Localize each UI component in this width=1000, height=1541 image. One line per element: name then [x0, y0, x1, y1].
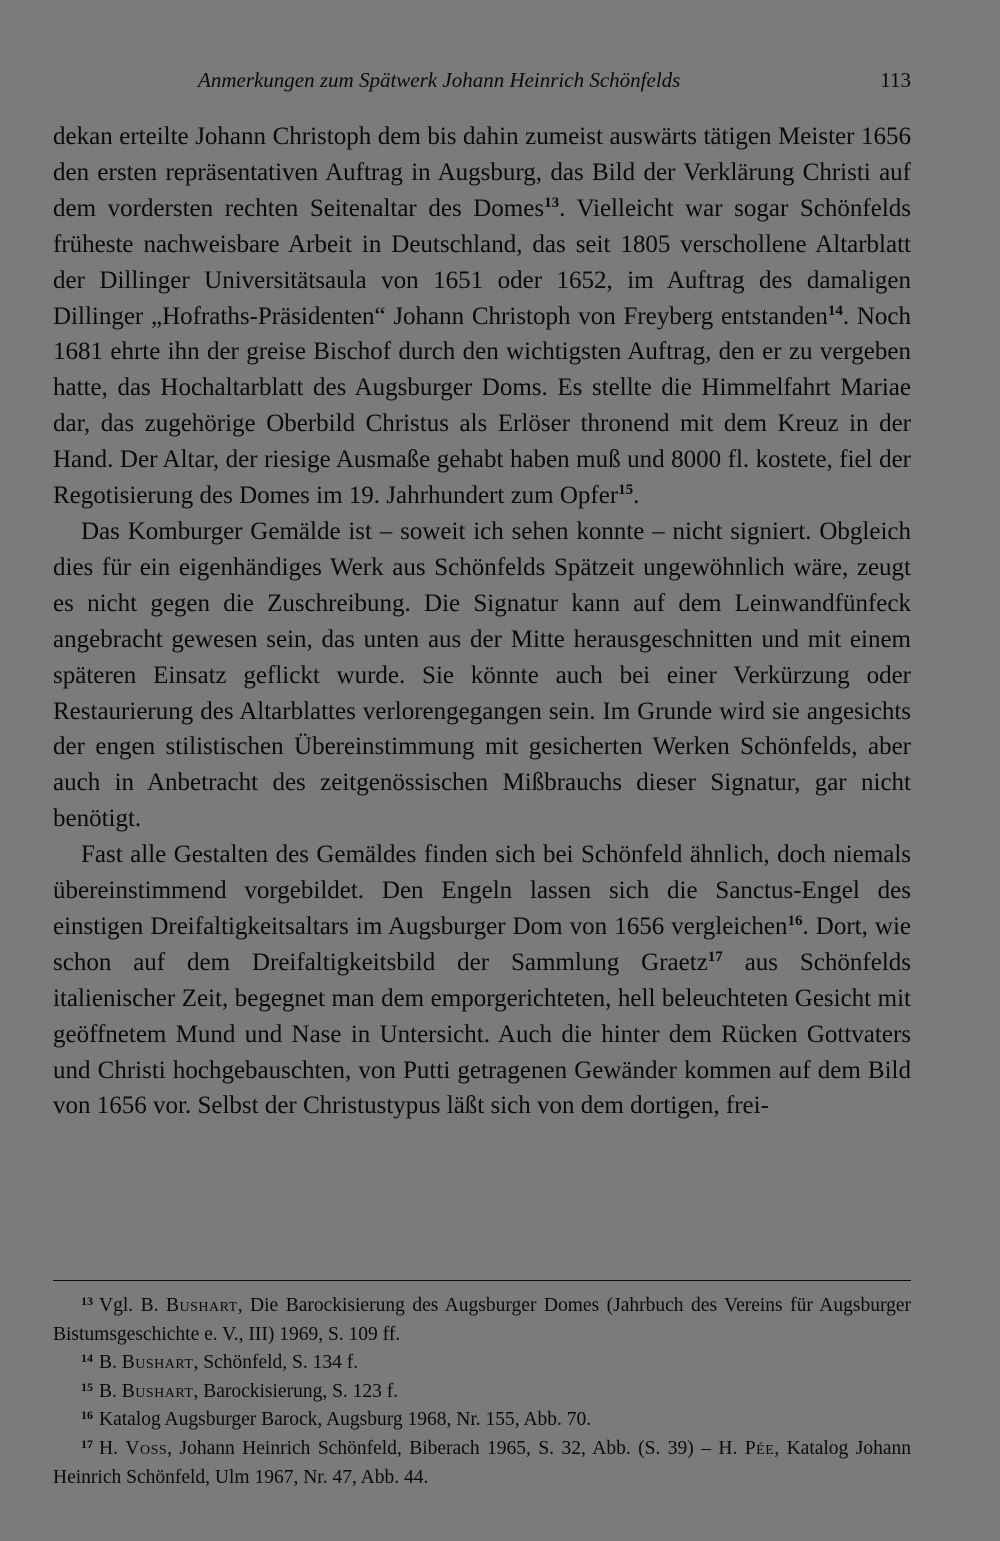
- footnote-17: [53, 1435, 911, 1492]
- paragraph-1-text-4: .: [633, 482, 640, 510]
- footnote-number: 13: [81, 1294, 93, 1308]
- footnote-author: Bushart: [121, 1352, 194, 1374]
- footnote-13: [53, 1292, 911, 1349]
- footnote-rule: [53, 1280, 911, 1281]
- footnote-number: 15: [81, 1379, 93, 1394]
- paragraph-3-text-1: Fast alle Gestalten des Gemäldes finden sich bei Schönfeld ähnlich, doch niemals übereinstimmend vorgebildet. Den Engeln lassen sich die Sanctus-Engel des einstigen Dreifaltigkeitsaltars im Augsburger Dom von 1656 vergleichen: [53, 841, 911, 940]
- running-title: Anmerkungen zum Spätwerk Johann Heinrich Schönfelds: [198, 68, 681, 92]
- paragraph-3-text-3: aus Schönfelds italienischer Zeit, begegnet man dem emporgerichteten, hell beleuchteten Gesicht mit geöffnetem Mund und Nase in Untersicht. Auch die hinter dem Rücken Gottvaters und Christi hochgebauschten, von Putti getragenen Gewänder kommen auf dem Bild von 1656 vor. Selbst der Christustypus läßt sich von dem dortigen, frei-: [53, 948, 911, 1120]
- footnote-15: [53, 1378, 911, 1407]
- footnote-ref-17: 17: [707, 948, 723, 965]
- footnote-author: Bushart: [121, 1380, 194, 1402]
- footnote-text: , Katalog Johann Heinrich Schönfeld, Ulm 1967, Nr. 47, Abb. 44.: [53, 1437, 911, 1488]
- footnote-text: , Barockisierung, S. 123 f.: [193, 1380, 399, 1402]
- page-number: 113: [880, 68, 911, 92]
- running-head: [53, 68, 911, 102]
- footnote-author: Pée: [744, 1437, 775, 1459]
- footnote-ref-16: 16: [787, 912, 803, 929]
- footnote-text: B.: [99, 1352, 122, 1374]
- footnote-author: Bushart: [166, 1295, 238, 1316]
- body-text: [53, 119, 911, 1124]
- footnote-text: H.: [99, 1437, 126, 1459]
- footnote-14: [53, 1349, 911, 1378]
- footnote-text: , Johann Heinrich Schönfeld, Biberach 1965, S. 32, Abb. (S. 39) – H.: [167, 1437, 745, 1459]
- paragraph-1-text-2: . Vielleicht war sogar Schönfelds früheste nachweisbare Arbeit in Deutschland, das seit 1805 verschollene Altarblatt der Dillinger Universitätsaula von 1651 oder 1652, im Auftrag des damaligen Dillinger „Hofraths-Präsidenten“ Johann Christoph von Freyberg entstanden: [53, 194, 911, 330]
- footnotes: [53, 1292, 911, 1492]
- footnote-number: 16: [81, 1408, 93, 1423]
- footnote-ref-13: 13: [544, 194, 560, 211]
- footnote-text: B.: [99, 1380, 122, 1402]
- footnote-text: , Schönfeld, S. 134 f.: [193, 1352, 359, 1374]
- paragraph-3: [53, 837, 911, 1124]
- footnote-number: 14: [81, 1351, 93, 1366]
- paragraph-3-text-2: . Dort, wie schon auf dem Dreifaltigkeitsbild der Sammlung Graetz: [53, 912, 911, 976]
- paragraph-1-text-3: . Noch 1681 ehrte ihn der greise Bischof durch den wichtigsten Auftrag, den er zu vergeben hatte, das Hochaltarblatt des Augsburger Doms. Es stellte die Himmelfahrt Mariae dar, das zugehörige Oberbild Christus als Erlöser thronend mit dem Kreuz in der Hand. Der Altar, der riesige Ausmaße gehabt haben muß und 8000 fl. kostete, fiel der Regotisierung des Domes im 19. Jahrhundert zum Opfer: [53, 302, 911, 510]
- footnote-text: Katalog Augsburger Barock, Augsburg 1968, Nr. 155, Abb. 70.: [99, 1409, 592, 1431]
- footnote-text: , Die Barockisierung des Augsburger Domes (Jahrbuch des Vereins für Augsburger Bistumsgeschichte e. V., III) 1969, S. 109 ff.: [53, 1295, 911, 1345]
- footnote-text: Vgl. B.: [99, 1295, 166, 1316]
- footnote-author: Voss: [125, 1437, 168, 1459]
- paragraph-1: [53, 119, 911, 514]
- footnote-ref-14: 14: [827, 302, 843, 319]
- footnote-ref-15: 15: [618, 482, 634, 499]
- book-page: [53, 0, 911, 1541]
- footnote-number: 17: [81, 1436, 93, 1451]
- paragraph-1-text-1: dekan erteilte Johann Christoph dem bis dahin zumeist auswärts tätigen Meister 1656 den ersten repräsentativen Auftrag in Augsburg, das Bild der Verklärung Christi auf dem vordersten rechten Seitenaltar des Domes: [53, 123, 911, 222]
- footnote-16: [53, 1406, 911, 1435]
- paragraph-2: Das Komburger Gemälde ist – soweit ich sehen konnte – nicht signiert. Obgleich dies für ein eigenhändiges Werk aus Schönfelds Spätzeit ungewöhnlich wäre, zeugt es nicht gegen die Zuschreibung. Die Signatur kann auf dem Leinwandfünfeck angebracht gewesen sein, das unten aus der Mitte herausgeschnitten und mit einem späteren Einsatz geflickt wurde. Sie könnte auch bei einer Verkürzung oder Restaurierung des Altarblattes verlorengegangen sein. Im Grunde wird sie angesichts der engen stilistischen Übereinstimmung mit gesicherten Werken Schönfelds, aber auch in Anbetracht des zeitgenössischen Mißbrauchs dieser Signatur, gar nicht benötigt.: [53, 517, 911, 833]
